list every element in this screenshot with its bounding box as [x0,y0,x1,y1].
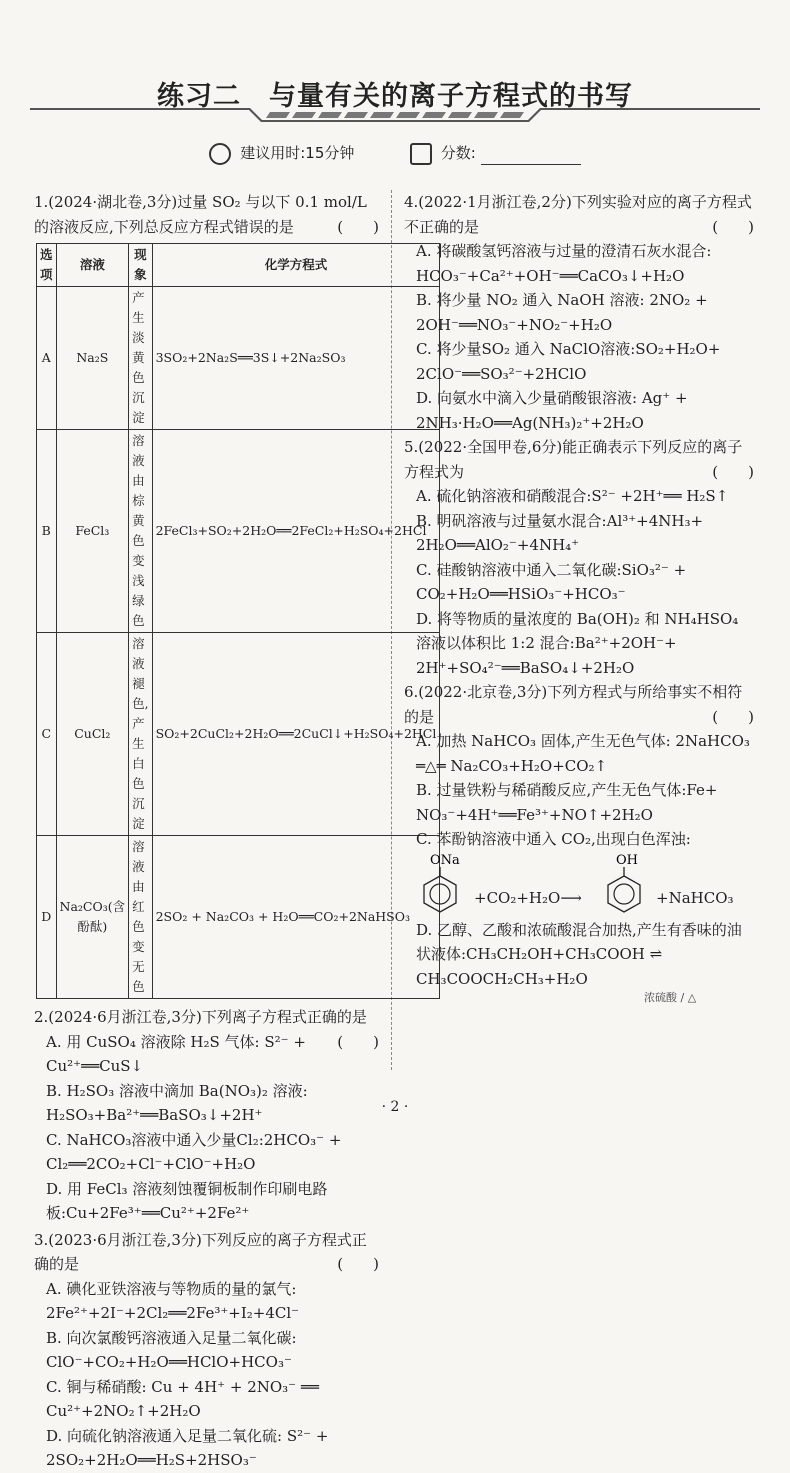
table-cell: 溶液由红色变无色 [129,836,152,999]
q2-answer-paren[interactable]: ( ) [337,1032,379,1051]
left-column [34,190,437,1473]
q4-option-d: D. 向氨水中滴入少量硝酸银溶液: Ag⁺ + 2NH₃·H₂O══Ag(NH₃)₂⁺+2H₂O [416,389,688,432]
condition-bottom: △ [687,991,697,1004]
group-label: ONa [430,852,460,868]
q2-option-c: C. NaHCO₃溶液中通入少量Cl₂:2HCO₃⁻ + Cl₂══2CO₂+Cl⁻+ClO⁻+H₂O [46,1130,342,1173]
score-icon [410,143,432,165]
table-cell: 产生淡黄色沉淀 [129,287,152,430]
table-header: 溶液 [56,244,129,287]
q5-option-d: D. 将等物质的量浓度的 Ba(OH)₂ 和 NH₄HSO₄ 溶液以体积比 1:2 混合:Ba²⁺+2OH⁻+ 2H⁺+SO₄²⁻══BaSO₄↓+2H₂O [416,609,739,677]
q3-option-b: B. 向次氯酸钙溶液通入足量二氧化碳: ClO⁻+CO₂+H₂O══HClO+HCO₃⁻ [46,1328,297,1371]
q4-option-a: A. 将碳酸氢钙溶液与过量的澄清石灰水混合: HCO₃⁻+Ca²⁺+OH⁻══CaCO₃↓+H₂O [416,242,712,285]
table-row [37,430,440,633]
table-cell: B [37,430,57,633]
score-label: 分数: [440,144,476,162]
q3-answer-paren[interactable]: ( ) [337,1255,379,1273]
table-header: 化学方程式 [152,244,440,287]
score-blank[interactable] [481,150,581,165]
table-row [37,633,440,836]
question-2 [34,1005,379,1226]
alarm-clock-icon [209,143,231,165]
table-cell: 2SO₂ + Na₂CO₃ + H₂O══CO₂+2NaHSO₃ [152,836,440,999]
question-5 [404,435,754,680]
q6-option-d: D. 乙醇、乙酸和浓硫酸混合加热,产生有香味的油状液体:CH₃CH₂OH+CH₃COOH ⇌ CH₃COOCH₂CH₃+H₂O [416,920,742,988]
q6-answer-paren[interactable]: ( ) [712,707,754,726]
meta-row [0,142,790,165]
question-3 [34,1228,379,1473]
q5-option-a: A. 硫化钠溶液和硝酸混合:S²⁻ +2H⁺══ H₂S↑ [416,487,729,505]
table-cell: Na₂S [56,287,129,430]
q3-option-c: C. 铜与稀硝酸: Cu + 4H⁺ + 2NO₃⁻ ══ Cu²⁺+2NO₂↑+2H₂O [46,1377,319,1420]
page-title: 练习二 与量有关的离子方程式的书写 [157,81,633,112]
question-1 [34,190,437,999]
right-column [404,190,754,1005]
q6-stem: 6.(2022·北京卷,3分)下列方程式与所给事实不相符的是 [404,683,743,726]
table-cell: 溶液由棕黄色变浅绿色 [129,430,152,633]
q2-stem: 2.(2024·6月浙江卷,3分)下列离子方程式正确的是 [34,1008,367,1026]
q3-option-d: D. 向硫化钠溶液通入足量二氧化硫: S²⁻ + 2SO₂+2H₂O══H₂S+2HSO₃⁻ [46,1426,329,1469]
question-6 [404,680,754,1005]
q1-answer-paren[interactable]: ( ) [337,217,379,236]
q6-option-a: A. 加热 NaHCO₃ 固体,产生无色气体: 2NaHCO₃ ═△═ Na₂CO₃+H₂O+CO₂↑ [416,732,750,775]
q4-option-b: B. 将少量 NO₂ 通入 NaOH 溶液: 2NO₂ + 2OH⁻══NO₃⁻+NO₂⁻+H₂O [416,291,708,334]
q6-option-c: C. 苯酚钠溶液中通入 CO₂,出现白色浑浊: [416,830,691,848]
table-row [37,287,440,430]
q5-answer-paren[interactable]: ( ) [712,462,754,481]
q6-c-reaction-mid: +CO₂+H₂O⟶ [474,888,582,907]
q3-option-a: A. 碘化亚铁溶液与等物质的量的氯气: 2Fe²⁺+2I⁻+2Cl₂══2Fe³⁺+I₂+4Cl⁻ [46,1279,300,1322]
table-cell: A [37,287,57,430]
q6-d-condition: 浓硫酸 / △ [644,991,697,1004]
sodium-phenoxide-structure [416,852,472,916]
title-decoration [30,104,760,126]
q6-option-b: B. 过量铁粉与稀硝酸反应,产生无色气体:Fe+ NO₃⁻+4H⁺══Fe³⁺+NO↑+2H₂O [416,781,718,824]
q1-table [36,243,440,999]
q2-option-a: A. 用 CuSO₄ 溶液除 H₂S 气体: S²⁻ + Cu²⁺══CuS↓ [46,1032,306,1075]
condition-top: 浓硫酸 [644,991,677,1004]
q4-option-c: C. 将少量SO₂ 通入 NaClO溶液:SO₂+H₂O+ 2ClO⁻══SO₃²⁻+2HClO [416,340,721,383]
q5-option-b: B. 明矾溶液与过量氨水混合:Al³⁺+4NH₃+ 2H₂O══AlO₂⁻+4NH₄⁺ [416,511,704,554]
table-cell: CuCl₂ [56,633,129,836]
page-number: · 2 · [381,1099,409,1115]
table-cell: FeCl₃ [56,430,129,633]
q1-stem: 1.(2024·湖北卷,3分)过量 SO₂ 与以下 0.1 mol/L 的溶液反应,下列总反应方程式错误的是 [34,193,367,236]
q6-option-c-structure [404,852,754,918]
table-cell: D [37,836,57,999]
q2-option-b: B. H₂SO₃ 溶液中滴加 Ba(NO₃)₂ 溶液: H₂SO₃+Ba²⁺══BaSO₃↓+2H⁺ [46,1081,308,1124]
table-cell: 3SO₂+2Na₂S══3S↓+2Na₂SO₃ [152,287,440,430]
table-header: 选项 [37,244,57,287]
q3-stem: 3.(2023·6月浙江卷,3分)下列反应的离子方程式正确的是 [34,1230,367,1273]
q2-option-d: D. 用 FeCl₃ 溶液刻蚀覆铜板制作印刷电路板:Cu+2Fe³⁺══Cu²⁺+2Fe²⁺ [46,1179,328,1222]
question-4 [404,190,754,435]
q5-option-c: C. 硅酸钠溶液中通入二氧化碳:SiO₃²⁻ + CO₂+H₂O══HSiO₃⁻+HCO₃⁻ [416,560,687,603]
q5-stem: 5.(2022·全国甲卷,6分)能正确表示下列反应的离子方程式为 [404,438,743,481]
table-row [37,836,440,999]
table-header: 现象 [129,244,152,287]
q6-c-reaction-tail: +NaHCO₃ [656,888,734,907]
group-label: OH [616,852,638,868]
table-cell: Na₂CO₃(含酚酞) [56,836,129,999]
table-cell: 2FeCl₃+SO₂+2H₂O══2FeCl₂+H₂SO₄+2HCl [152,430,440,633]
q4-stem: 4.(2022·1月浙江卷,2分)下列实验对应的离子方程式不正确的是 [404,193,752,236]
table-cell: SO₂+2CuCl₂+2H₂O══2CuCl↓+H₂SO₄+2HCl [152,633,440,836]
q4-answer-paren[interactable]: ( ) [712,217,754,236]
time-label: 建议用时:15分钟 [240,144,355,162]
table-cell: C [37,633,57,836]
phenol-structure [600,852,656,916]
table-cell: 溶液褪色,产生白色沉淀 [129,633,152,836]
